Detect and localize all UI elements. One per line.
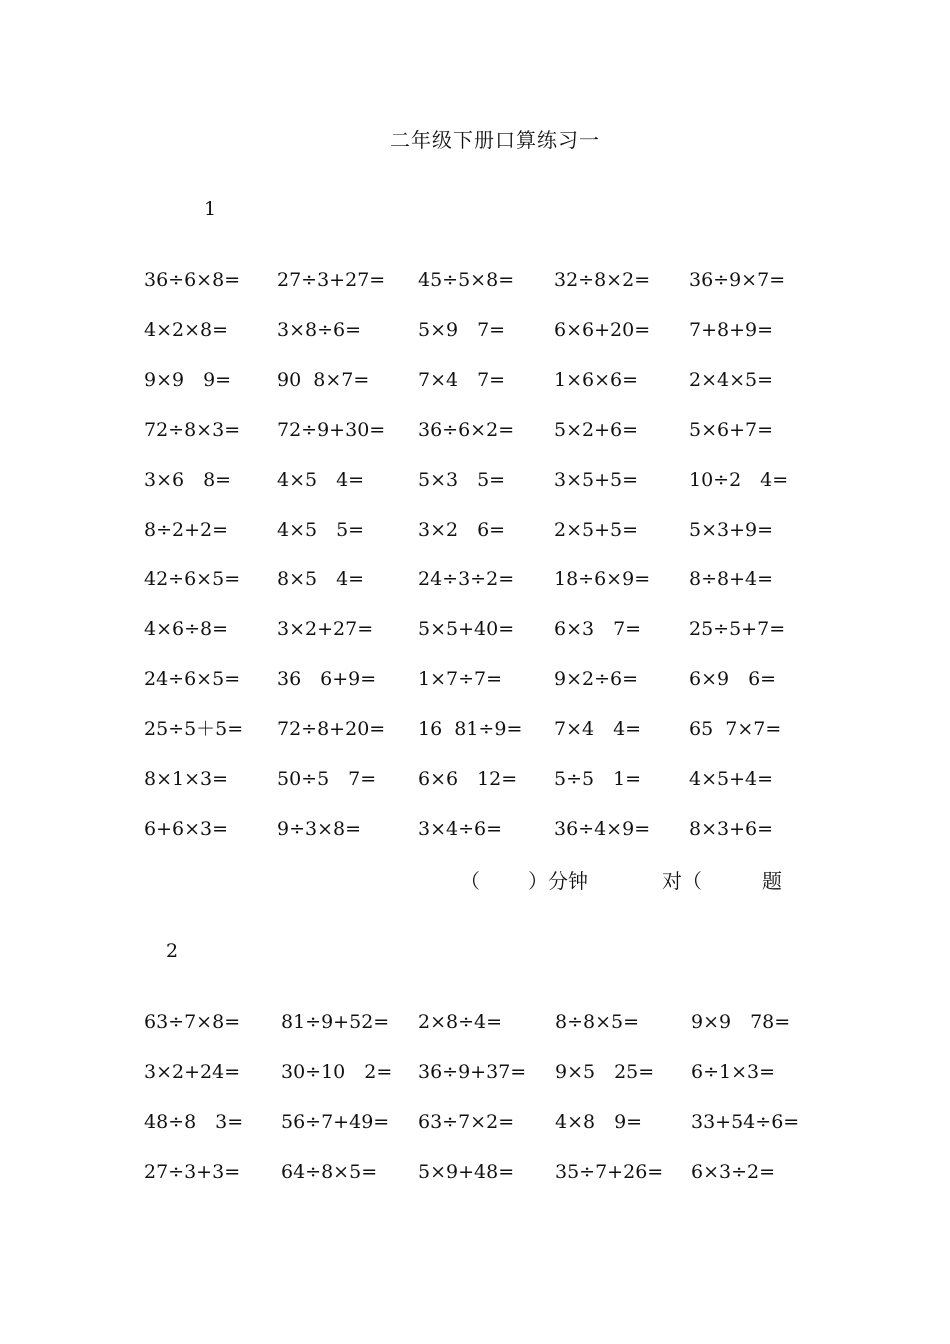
math-problem: 6×3 7= xyxy=(554,618,642,641)
math-problem: 36÷4×9= xyxy=(554,817,651,840)
math-problem: 6÷1×3= xyxy=(691,1061,776,1083)
math-problem: 18÷6×9= xyxy=(554,568,651,591)
math-problem: 6×3÷2= xyxy=(691,1161,776,1183)
math-problem: 27÷3+3= xyxy=(144,1161,241,1183)
math-problem: 3×6 8= xyxy=(144,468,232,491)
problem-row xyxy=(0,315,950,345)
problem-row xyxy=(0,465,950,495)
math-problem: 9÷3×8= xyxy=(277,817,362,840)
math-problem: 4×5+4= xyxy=(689,768,774,790)
math-problem: 4×6÷8= xyxy=(144,618,229,641)
math-problem: 9×5 25= xyxy=(555,1061,655,1083)
math-problem: 36 6+9= xyxy=(277,668,377,691)
math-problem: 27÷3+27= xyxy=(277,269,386,291)
math-problem: 90 8×7= xyxy=(277,368,370,391)
math-problem: 25÷5+7= xyxy=(689,618,786,641)
math-problem: 5×5+40= xyxy=(418,618,515,641)
math-problem: 64÷8×5= xyxy=(281,1161,378,1183)
math-problem: 30÷10 2= xyxy=(281,1061,393,1083)
math-problem: 45÷5×8= xyxy=(418,269,515,291)
minutes-open-paren: （ xyxy=(460,869,480,893)
math-problem: 36÷6×2= xyxy=(418,418,515,441)
math-problem: 7+8+9= xyxy=(689,318,774,341)
math-problem: 7×4 7= xyxy=(418,368,506,391)
math-problem: 16 81÷9= xyxy=(418,718,523,741)
math-problem: 3×2+24= xyxy=(144,1061,241,1083)
math-problem: 1×6×6= xyxy=(554,368,639,391)
math-problem: 2×4×5= xyxy=(689,368,774,391)
problem-row xyxy=(0,814,950,844)
problem-row xyxy=(0,614,950,644)
math-problem: 25÷5＋5= xyxy=(144,718,244,741)
problem-row xyxy=(0,564,950,594)
math-problem: 3×5+5= xyxy=(554,468,639,491)
math-problem: 6×9 6= xyxy=(689,668,777,691)
math-problem: 56÷7+49= xyxy=(281,1111,390,1133)
math-problem: 50÷5 7= xyxy=(277,768,377,790)
math-problem: 65 7×7= xyxy=(689,718,782,741)
math-problem: 5÷5 1= xyxy=(554,768,642,790)
math-problem: 5×3 5= xyxy=(418,468,506,491)
problem-row xyxy=(0,415,950,445)
math-problem: 8×5 4= xyxy=(277,568,365,591)
math-problem: 3×2+27= xyxy=(277,618,374,641)
math-problem: 9×2÷6= xyxy=(554,668,639,691)
problem-row xyxy=(0,714,950,744)
math-problem: 4×8 9= xyxy=(555,1111,643,1133)
math-problem: 35÷7+26= xyxy=(555,1161,664,1183)
problem-row xyxy=(0,764,950,794)
math-problem: 5×9+48= xyxy=(418,1161,515,1183)
math-problem: 72÷8+20= xyxy=(277,718,386,741)
math-problem: 6×6 12= xyxy=(418,768,518,790)
problem-row xyxy=(0,515,950,545)
math-problem: 42÷6×5= xyxy=(144,568,241,591)
math-problem: 24÷3÷2= xyxy=(418,568,515,591)
math-problem: 2×8÷4= xyxy=(418,1011,503,1033)
math-problem: 4×2×8= xyxy=(144,318,229,341)
math-problem: 8÷2+2= xyxy=(144,518,229,541)
math-problem: 36÷9×7= xyxy=(689,269,786,291)
page-title: 二年级下册口算练习一 xyxy=(390,128,600,152)
math-problem: 5×3+9= xyxy=(689,518,774,541)
math-problem: 33+54÷6= xyxy=(691,1111,800,1133)
math-problem: 5×9 7= xyxy=(418,318,506,341)
problem-row xyxy=(0,1057,950,1087)
math-problem: 6+6×3= xyxy=(144,817,229,840)
section-number: 1 xyxy=(204,198,217,220)
math-problem: 8÷8×5= xyxy=(555,1011,640,1033)
section-number: 2 xyxy=(166,940,179,962)
problem-row xyxy=(0,1007,950,1037)
math-problem: 4×5 4= xyxy=(277,468,365,491)
questions-label: 题 xyxy=(762,869,782,893)
math-problem: 4×5 5= xyxy=(277,518,365,541)
math-problem: 24÷6×5= xyxy=(144,668,241,691)
math-problem: 36÷6×8= xyxy=(144,269,241,291)
math-problem: 3×4÷6= xyxy=(418,817,503,840)
math-problem: 3×2 6= xyxy=(418,518,506,541)
math-problem: 48÷8 3= xyxy=(144,1111,244,1133)
problem-row xyxy=(0,1157,950,1187)
math-problem: 36÷9+37= xyxy=(418,1061,527,1083)
problem-row xyxy=(0,365,950,395)
math-problem: 5×2+6= xyxy=(554,418,639,441)
math-problem: 8×1×3= xyxy=(144,768,229,790)
problem-row xyxy=(0,265,950,295)
math-problem: 9×9 78= xyxy=(691,1011,791,1033)
math-problem: 63÷7×2= xyxy=(418,1111,515,1133)
problem-row xyxy=(0,1107,950,1137)
math-problem: 2×5+5= xyxy=(554,518,639,541)
math-problem: 32÷8×2= xyxy=(554,269,651,291)
minutes-label: ）分钟 xyxy=(528,869,588,893)
math-problem: 72÷8×3= xyxy=(144,418,241,441)
correct-label: 对（ xyxy=(662,869,702,893)
problem-row xyxy=(0,664,950,694)
math-problem: 7×4 4= xyxy=(554,718,642,741)
math-problem: 5×6+7= xyxy=(689,418,774,441)
math-problem: 9×9 9= xyxy=(144,368,232,391)
math-problem: 3×8÷6= xyxy=(277,318,362,341)
math-problem: 8÷8+4= xyxy=(689,568,774,591)
math-problem: 10÷2 4= xyxy=(689,468,789,491)
math-problem: 63÷7×8= xyxy=(144,1011,241,1033)
math-problem: 6×6+20= xyxy=(554,318,651,341)
math-problem: 72÷9+30= xyxy=(277,418,386,441)
math-problem: 1×7÷7= xyxy=(418,668,503,691)
math-problem: 8×3+6= xyxy=(689,817,774,840)
math-problem: 81÷9+52= xyxy=(281,1011,390,1033)
